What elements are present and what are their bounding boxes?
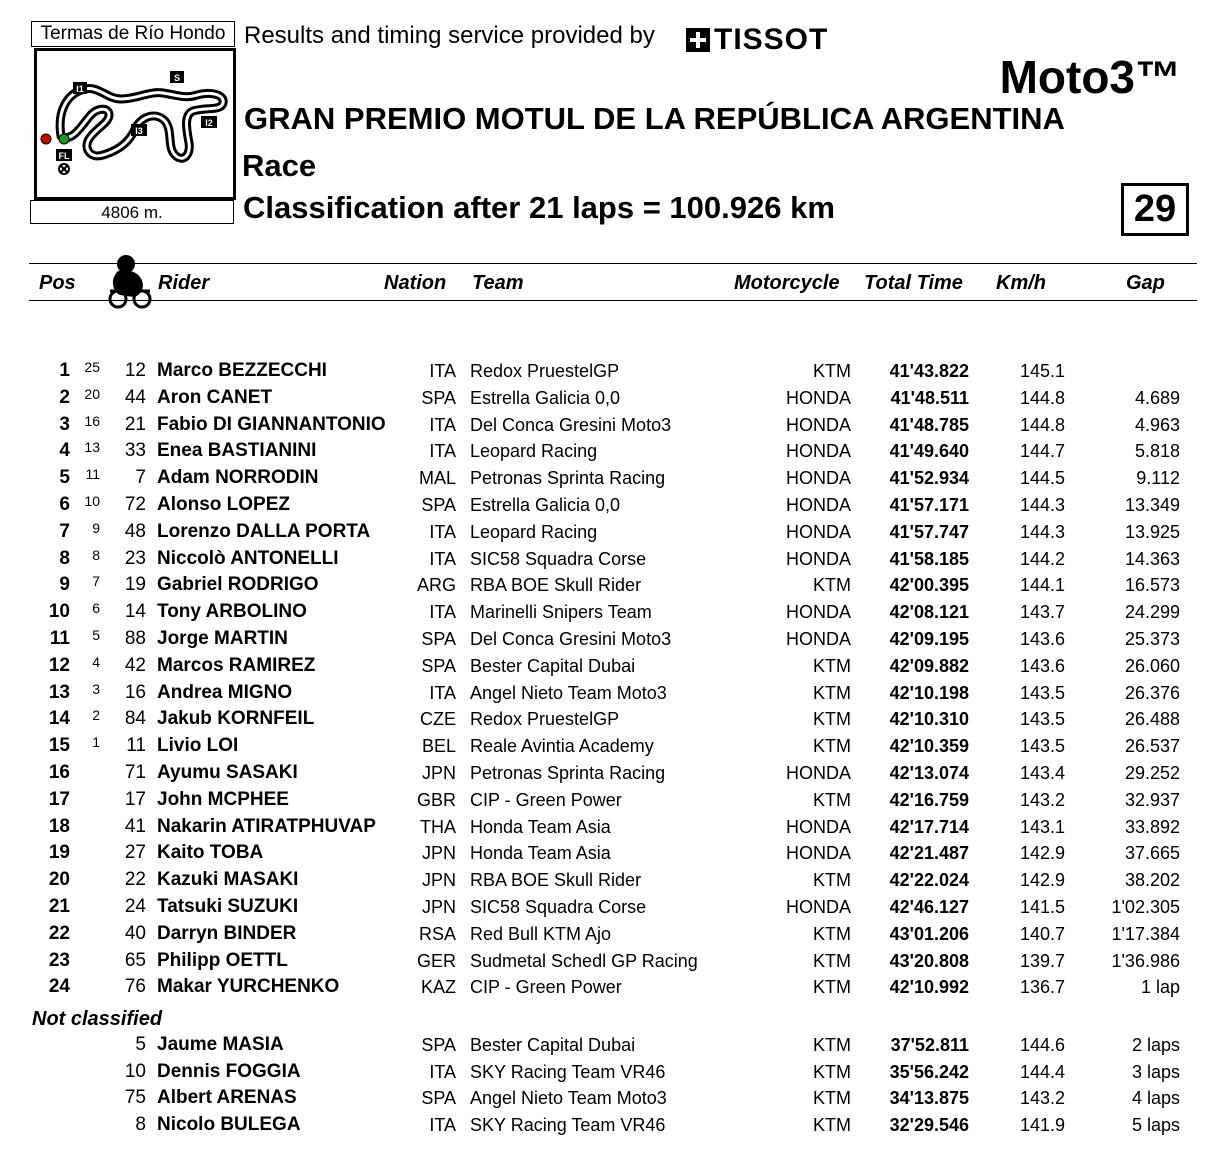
cell-pos: 1 xyxy=(59,360,70,381)
cell-motorcycle: HONDA xyxy=(785,441,851,462)
cell-time: 42'22.024 xyxy=(889,870,969,891)
swiss-cross-icon xyxy=(686,28,710,52)
cell-speed: 144.4 xyxy=(1019,1061,1065,1082)
cell-time: 42'10.992 xyxy=(889,977,969,998)
cell-rider: Nakarin ATIRATPHUVAP xyxy=(157,815,376,837)
cell-time: 42'08.121 xyxy=(889,602,969,623)
cell-time: 42'13.074 xyxy=(889,763,969,783)
header-rule-bottom xyxy=(29,300,1197,301)
cell-rider: Darryn BINDER xyxy=(157,922,297,944)
cell-time: 42'21.487 xyxy=(889,843,969,864)
cell-speed: 144.5 xyxy=(1019,468,1065,489)
cell-gap: 37.665 xyxy=(1124,843,1180,864)
cell-speed: 143.6 xyxy=(1019,629,1065,649)
cell-gap: 24.299 xyxy=(1124,602,1180,623)
cell-points: 3 xyxy=(92,680,100,697)
cell-number: 84 xyxy=(124,708,146,730)
cell-nation: ITA xyxy=(429,361,456,381)
col-gap: Gap xyxy=(1126,272,1165,294)
cell-team: Leopard Racing xyxy=(470,441,598,462)
cell-pos: 7 xyxy=(59,520,70,542)
cell-gap: 4.689 xyxy=(1134,387,1180,408)
cell-time: 41'57.171 xyxy=(889,495,969,515)
col-motorcycle: Motorcycle xyxy=(734,272,840,294)
cell-motorcycle: KTM xyxy=(813,1115,851,1136)
cell-time: 42'17.714 xyxy=(889,816,969,837)
cell-motorcycle: KTM xyxy=(813,709,851,730)
cell-pos: 3 xyxy=(59,413,70,435)
cell-motorcycle: HONDA xyxy=(785,387,851,408)
cell-rider: Tatsuki SUZUKI xyxy=(157,896,299,917)
cell-nation: SPA xyxy=(421,495,456,515)
cell-number: 12 xyxy=(124,360,146,381)
cell-rider: Enea BASTIANINI xyxy=(157,440,317,462)
cell-nation: ITA xyxy=(429,414,456,435)
cell-gap: 2 laps xyxy=(1131,1035,1180,1055)
cell-nation: SPA xyxy=(421,1088,456,1109)
col-total-time: Total Time xyxy=(864,272,963,294)
cell-gap: 16.573 xyxy=(1124,575,1180,596)
cell-points: 1 xyxy=(92,734,100,751)
cell-speed: 143.5 xyxy=(1019,736,1065,757)
cell-number: 48 xyxy=(124,520,146,542)
cell-speed: 144.7 xyxy=(1019,441,1065,462)
classification-summary: Classification after 21 laps = 100.926 km xyxy=(243,190,835,225)
not-classified-label: Not classified xyxy=(32,1008,163,1030)
cell-time: 42'09.882 xyxy=(889,655,969,676)
cell-speed: 143.4 xyxy=(1019,763,1065,783)
cell-pos: 9 xyxy=(59,574,70,596)
event-title: GRAN PREMIO MOTUL DE LA REPÚBLICA ARGENTINA xyxy=(244,101,1065,136)
cell-pos: 11 xyxy=(49,628,70,649)
cell-nation: MAL xyxy=(418,468,456,489)
cell-team: Red Bull KTM Ajo xyxy=(470,923,612,944)
cell-rider: John MCPHEE xyxy=(157,788,289,810)
cell-rider: Aron CANET xyxy=(157,386,273,408)
cell-team: Honda Team Asia xyxy=(470,843,611,864)
cell-number: 23 xyxy=(124,547,146,569)
cell-time: 41'48.785 xyxy=(889,414,969,435)
cell-rider: Ayumu SASAKI xyxy=(157,762,298,783)
cell-gap: 1 lap xyxy=(1140,977,1180,998)
cell-time: 42'00.395 xyxy=(889,575,969,596)
cell-motorcycle: HONDA xyxy=(785,548,851,569)
circuit-length: 4806 m. xyxy=(30,200,234,224)
cell-nation: CZE xyxy=(420,709,456,730)
cell-motorcycle: KTM xyxy=(813,789,851,810)
cell-nation: JPN xyxy=(421,763,456,783)
cell-pos: 12 xyxy=(48,654,70,676)
cell-gap: 1'17.384 xyxy=(1111,923,1180,944)
cell-number: 16 xyxy=(124,681,146,703)
cell-team: CIP - Green Power xyxy=(470,789,622,810)
cell-rider: Marco BEZZECCHI xyxy=(157,360,327,381)
page-number: 29 xyxy=(1121,183,1189,236)
cell-number: 40 xyxy=(124,922,146,944)
cell-nation: ITA xyxy=(429,521,456,542)
session-name: Race xyxy=(242,148,317,183)
cell-time: 42'09.195 xyxy=(889,629,969,649)
cell-team: RBA BOE Skull Rider xyxy=(470,575,642,596)
cell-number: 11 xyxy=(126,735,146,757)
cell-gap: 9.112 xyxy=(1136,468,1180,489)
cell-number: 88 xyxy=(124,628,146,649)
cell-pos: 19 xyxy=(48,842,70,864)
cell-number: 22 xyxy=(124,869,146,891)
cell-pos: 21 xyxy=(48,896,70,917)
cell-pos: 20 xyxy=(48,869,70,891)
svg-text:I1: I1 xyxy=(76,84,84,94)
cell-time: 41'58.185 xyxy=(889,548,969,569)
cell-gap: 13.349 xyxy=(1124,495,1180,515)
cell-motorcycle: KTM xyxy=(813,1061,851,1082)
cell-gap: 14.363 xyxy=(1124,548,1180,569)
cell-time: 43'20.808 xyxy=(889,950,969,971)
cell-motorcycle: HONDA xyxy=(785,897,851,917)
tissot-logo xyxy=(686,23,829,56)
cell-nation: KAZ xyxy=(420,977,456,998)
cell-pos: 10 xyxy=(48,601,70,623)
cell-motorcycle: HONDA xyxy=(785,521,851,542)
cell-number: 72 xyxy=(124,494,146,515)
cell-motorcycle: HONDA xyxy=(785,843,851,864)
col-pos: Pos xyxy=(39,272,76,294)
cell-team: Angel Nieto Team Moto3 xyxy=(470,682,667,703)
cell-points: 9 xyxy=(92,519,100,536)
cell-team: Marinelli Snipers Team xyxy=(470,602,652,623)
cell-gap: 1'02.305 xyxy=(1111,897,1180,917)
tissot-wordmark: TISSOT xyxy=(714,23,829,56)
cell-gap: 26.537 xyxy=(1124,736,1180,757)
cell-rider: Albert ARENAS xyxy=(157,1087,297,1109)
cell-motorcycle: KTM xyxy=(813,682,851,703)
cell-pos: 14 xyxy=(48,708,70,730)
header-rule-top xyxy=(29,263,1197,264)
cell-rider: Alonso LOPEZ xyxy=(157,494,290,515)
cell-team: Reale Avintia Academy xyxy=(470,736,654,757)
cell-speed: 144.8 xyxy=(1019,414,1065,435)
red-light-icon xyxy=(41,134,51,144)
cell-number: 24 xyxy=(124,896,146,917)
cell-team: Redox PruestelGP xyxy=(470,361,620,381)
cell-motorcycle: KTM xyxy=(813,1088,851,1109)
cell-number: 14 xyxy=(124,601,146,623)
cell-rider: Andrea MIGNO xyxy=(157,681,293,703)
cell-points: 4 xyxy=(92,653,100,670)
cell-team: Leopard Racing xyxy=(470,521,598,542)
cell-rider: Livio LOI xyxy=(157,735,239,757)
cell-nation: ITA xyxy=(429,682,456,703)
cell-gap: 25.373 xyxy=(1124,629,1180,649)
cell-gap: 26.488 xyxy=(1124,709,1180,730)
cell-points: 25 xyxy=(84,359,100,375)
cell-motorcycle: KTM xyxy=(813,361,851,381)
cell-speed: 144.3 xyxy=(1019,521,1065,542)
cell-pos: 6 xyxy=(59,494,70,515)
cell-points: 5 xyxy=(92,627,100,643)
cell-nation: JPN xyxy=(421,843,456,864)
cell-nation: SPA xyxy=(421,655,456,676)
cell-time: 41'57.747 xyxy=(889,521,969,542)
cell-number: 44 xyxy=(124,386,146,408)
cell-motorcycle: HONDA xyxy=(785,468,851,489)
cell-pos: 24 xyxy=(48,976,70,998)
cell-number: 10 xyxy=(124,1060,146,1082)
cell-gap: 26.376 xyxy=(1124,682,1180,703)
cell-team: Del Conca Gresini Moto3 xyxy=(470,629,672,649)
cell-pos: 16 xyxy=(48,762,70,783)
cell-number: 33 xyxy=(124,440,146,462)
cell-points: 11 xyxy=(85,466,100,483)
cell-rider: Nicolo BULEGA xyxy=(157,1114,301,1136)
cell-team: Honda Team Asia xyxy=(470,816,611,837)
cell-rider: Philipp OETTL xyxy=(157,949,288,971)
cell-team: Del Conca Gresini Moto3 xyxy=(470,414,672,435)
cell-team: CIP - Green Power xyxy=(470,977,622,998)
cell-team: RBA BOE Skull Rider xyxy=(470,870,642,891)
col-rider: Rider xyxy=(158,272,210,294)
cell-rider: Kazuki MASAKI xyxy=(157,869,299,891)
cell-team: Bester Capital Dubai xyxy=(470,1035,636,1055)
cell-pos: 13 xyxy=(48,681,70,703)
cell-nation: GBR xyxy=(416,789,456,810)
cell-gap: 13.925 xyxy=(1124,521,1180,542)
cell-number: 42 xyxy=(124,654,146,676)
cell-motorcycle: KTM xyxy=(813,575,851,596)
cell-speed: 143.2 xyxy=(1019,1088,1065,1109)
cell-speed: 141.5 xyxy=(1019,897,1065,917)
cell-nation: THA xyxy=(420,816,456,837)
cell-speed: 143.5 xyxy=(1019,709,1065,730)
class-title: Moto3™ xyxy=(999,51,1181,103)
cell-time: 41'48.511 xyxy=(890,387,969,408)
cell-pos: 5 xyxy=(59,467,70,489)
track-layout-icon xyxy=(37,51,233,197)
cell-points: 10 xyxy=(84,493,100,509)
svg-text:I2: I2 xyxy=(205,118,213,128)
cell-speed: 144.6 xyxy=(1019,1035,1065,1055)
cell-time: 43'01.206 xyxy=(889,923,969,944)
cell-number: 71 xyxy=(124,762,146,783)
cell-rider: Tony ARBOLINO xyxy=(157,601,307,623)
cell-speed: 143.7 xyxy=(1019,602,1065,623)
cell-team: SKY Racing Team VR46 xyxy=(470,1115,666,1136)
cell-team: Estrella Galicia 0,0 xyxy=(470,387,621,408)
cell-time: 37'52.811 xyxy=(890,1035,969,1055)
cell-speed: 142.9 xyxy=(1019,843,1065,864)
motorcycle-rider-icon xyxy=(104,251,154,309)
timing-service-text: Results and timing service provided by xyxy=(244,22,655,49)
cell-motorcycle: KTM xyxy=(813,923,851,944)
cell-nation: JPN xyxy=(421,897,456,917)
cell-time: 42'10.359 xyxy=(889,736,969,757)
cell-number: 76 xyxy=(124,976,146,998)
cell-number: 19 xyxy=(124,574,146,596)
cell-gap: 32.937 xyxy=(1124,789,1180,810)
cell-rider: Niccolò ANTONELLI xyxy=(157,547,339,569)
cell-motorcycle: HONDA xyxy=(785,414,851,435)
cell-rider: Jaume MASIA xyxy=(157,1034,284,1055)
cell-pos: 17 xyxy=(48,788,70,810)
cell-time: 42'16.759 xyxy=(889,789,969,810)
cell-rider: Lorenzo DALLA PORTA xyxy=(157,520,371,542)
cell-gap: 3 laps xyxy=(1131,1061,1180,1082)
cell-motorcycle: KTM xyxy=(813,1035,851,1055)
cell-motorcycle: HONDA xyxy=(785,629,851,649)
cell-speed: 143.5 xyxy=(1019,682,1065,703)
cell-points: 8 xyxy=(92,546,100,563)
cell-nation: SPA xyxy=(421,629,456,649)
cell-pos: 15 xyxy=(48,735,70,757)
cell-time: 42'46.127 xyxy=(889,897,969,917)
cell-time: 42'10.310 xyxy=(889,709,969,730)
cell-nation: ITA xyxy=(429,548,456,569)
cell-rider: Jorge MARTIN xyxy=(157,628,288,649)
cell-rider: Adam NORRODIN xyxy=(157,467,319,489)
cell-gap: 38.202 xyxy=(1124,870,1180,891)
cell-speed: 136.7 xyxy=(1019,977,1065,998)
cell-nation: SPA xyxy=(421,1035,456,1055)
cell-gap: 1'36.986 xyxy=(1111,950,1180,971)
cell-number: 75 xyxy=(124,1087,146,1109)
cell-points: 7 xyxy=(92,573,100,590)
cell-nation: ITA xyxy=(429,602,456,623)
cell-team: SIC58 Squadra Corse xyxy=(470,548,647,569)
cell-team: SKY Racing Team VR46 xyxy=(470,1061,666,1082)
cell-rider: Jakub KORNFEIL xyxy=(157,708,315,730)
cell-gap: 4 laps xyxy=(1131,1088,1180,1109)
cell-motorcycle: KTM xyxy=(813,655,851,676)
circuit-name: Termas de Río Hondo xyxy=(31,21,235,47)
green-light-icon xyxy=(59,134,69,144)
cell-rider: Kaito TOBA xyxy=(157,842,264,864)
cell-rider: Dennis FOGGIA xyxy=(157,1060,301,1082)
cell-time: 42'10.198 xyxy=(889,682,969,703)
cell-team: Bester Capital Dubai xyxy=(470,655,636,676)
cell-points: 13 xyxy=(84,439,100,456)
cell-motorcycle: KTM xyxy=(813,736,851,757)
cell-pos: 23 xyxy=(48,949,70,971)
cell-speed: 139.7 xyxy=(1019,950,1065,971)
cell-pos: 2 xyxy=(59,386,70,408)
cell-speed: 143.1 xyxy=(1019,816,1065,837)
cell-points: 2 xyxy=(92,707,100,724)
cell-motorcycle: HONDA xyxy=(785,495,851,515)
cell-motorcycle: KTM xyxy=(813,870,851,891)
cell-nation: GER xyxy=(416,950,456,971)
cell-number: 41 xyxy=(124,815,146,837)
cell-speed: 144.2 xyxy=(1019,548,1065,569)
cell-number: 8 xyxy=(135,1114,146,1136)
cell-number: 27 xyxy=(124,842,146,864)
cell-speed: 140.7 xyxy=(1019,923,1065,944)
col-team: Team xyxy=(472,272,524,294)
cell-nation: SPA xyxy=(421,387,456,408)
col-speed: Km/h xyxy=(996,272,1046,294)
cell-rider: Makar YURCHENKO xyxy=(157,976,340,998)
cell-rider: Marcos RAMIREZ xyxy=(157,654,316,676)
cell-speed: 144.3 xyxy=(1019,495,1065,515)
cell-time: 41'49.640 xyxy=(889,441,969,462)
cell-nation: ARG xyxy=(416,575,456,596)
cell-team: Sudmetal Schedl GP Racing xyxy=(470,950,698,971)
cell-motorcycle: HONDA xyxy=(785,602,851,623)
cell-time: 35'56.242 xyxy=(889,1061,969,1082)
cell-time: 41'43.822 xyxy=(889,361,969,381)
cell-nation: ITA xyxy=(429,441,456,462)
cell-gap: 4.963 xyxy=(1134,414,1180,435)
cell-motorcycle: HONDA xyxy=(785,816,851,837)
cell-points: 6 xyxy=(92,600,100,617)
cell-nation: ITA xyxy=(429,1061,456,1082)
cell-speed: 144.1 xyxy=(1019,575,1065,596)
circuit-map xyxy=(34,48,236,200)
cell-speed: 143.6 xyxy=(1019,655,1065,676)
cell-number: 5 xyxy=(135,1034,146,1055)
svg-text:S: S xyxy=(173,73,181,83)
cell-pos: 8 xyxy=(59,547,70,569)
cell-speed: 145.1 xyxy=(1019,361,1065,381)
cell-team: Redox PruestelGP xyxy=(470,709,620,730)
cell-number: 17 xyxy=(124,788,146,810)
cell-points: 16 xyxy=(84,412,100,429)
cell-speed: 143.2 xyxy=(1019,789,1065,810)
cell-motorcycle: KTM xyxy=(813,950,851,971)
cell-team: SIC58 Squadra Corse xyxy=(470,897,647,917)
svg-text:FL: FL xyxy=(58,151,70,161)
cell-rider: Fabio DI GIANNANTONIO xyxy=(157,413,386,435)
cell-points: 20 xyxy=(84,385,100,402)
cell-team: Petronas Sprinta Racing xyxy=(470,468,666,489)
cell-nation: RSA xyxy=(418,923,456,944)
cell-time: 34'13.875 xyxy=(889,1088,969,1109)
cell-gap: 26.060 xyxy=(1124,655,1180,676)
cell-pos: 18 xyxy=(48,815,70,837)
cell-rider: Gabriel RODRIGO xyxy=(157,574,319,596)
cell-team: Estrella Galicia 0,0 xyxy=(470,495,621,515)
cell-gap: 5.818 xyxy=(1134,441,1180,462)
cell-number: 65 xyxy=(124,949,146,971)
cell-team: Petronas Sprinta Racing xyxy=(470,763,666,783)
cell-gap: 5 laps xyxy=(1131,1115,1180,1136)
cell-nation: JPN xyxy=(421,870,456,891)
cell-pos: 4 xyxy=(59,440,70,462)
svg-text:I3: I3 xyxy=(135,126,143,136)
cell-motorcycle: KTM xyxy=(813,977,851,998)
cell-speed: 144.8 xyxy=(1019,387,1065,408)
cell-time: 41'52.934 xyxy=(889,468,969,489)
cell-pos: 22 xyxy=(48,922,70,944)
cell-team: Angel Nieto Team Moto3 xyxy=(470,1088,667,1109)
cell-time: 32'29.546 xyxy=(889,1115,969,1136)
cell-gap: 29.252 xyxy=(1124,763,1180,783)
cell-motorcycle: HONDA xyxy=(785,763,851,783)
cell-number: 7 xyxy=(135,467,146,489)
col-nation: Nation xyxy=(384,272,447,294)
cell-nation: ITA xyxy=(429,1115,456,1136)
cell-number: 21 xyxy=(124,413,146,435)
cell-speed: 141.9 xyxy=(1019,1115,1065,1136)
cell-speed: 142.9 xyxy=(1019,870,1065,891)
cell-gap: 33.892 xyxy=(1124,816,1180,837)
cell-nation: BEL xyxy=(421,736,456,757)
